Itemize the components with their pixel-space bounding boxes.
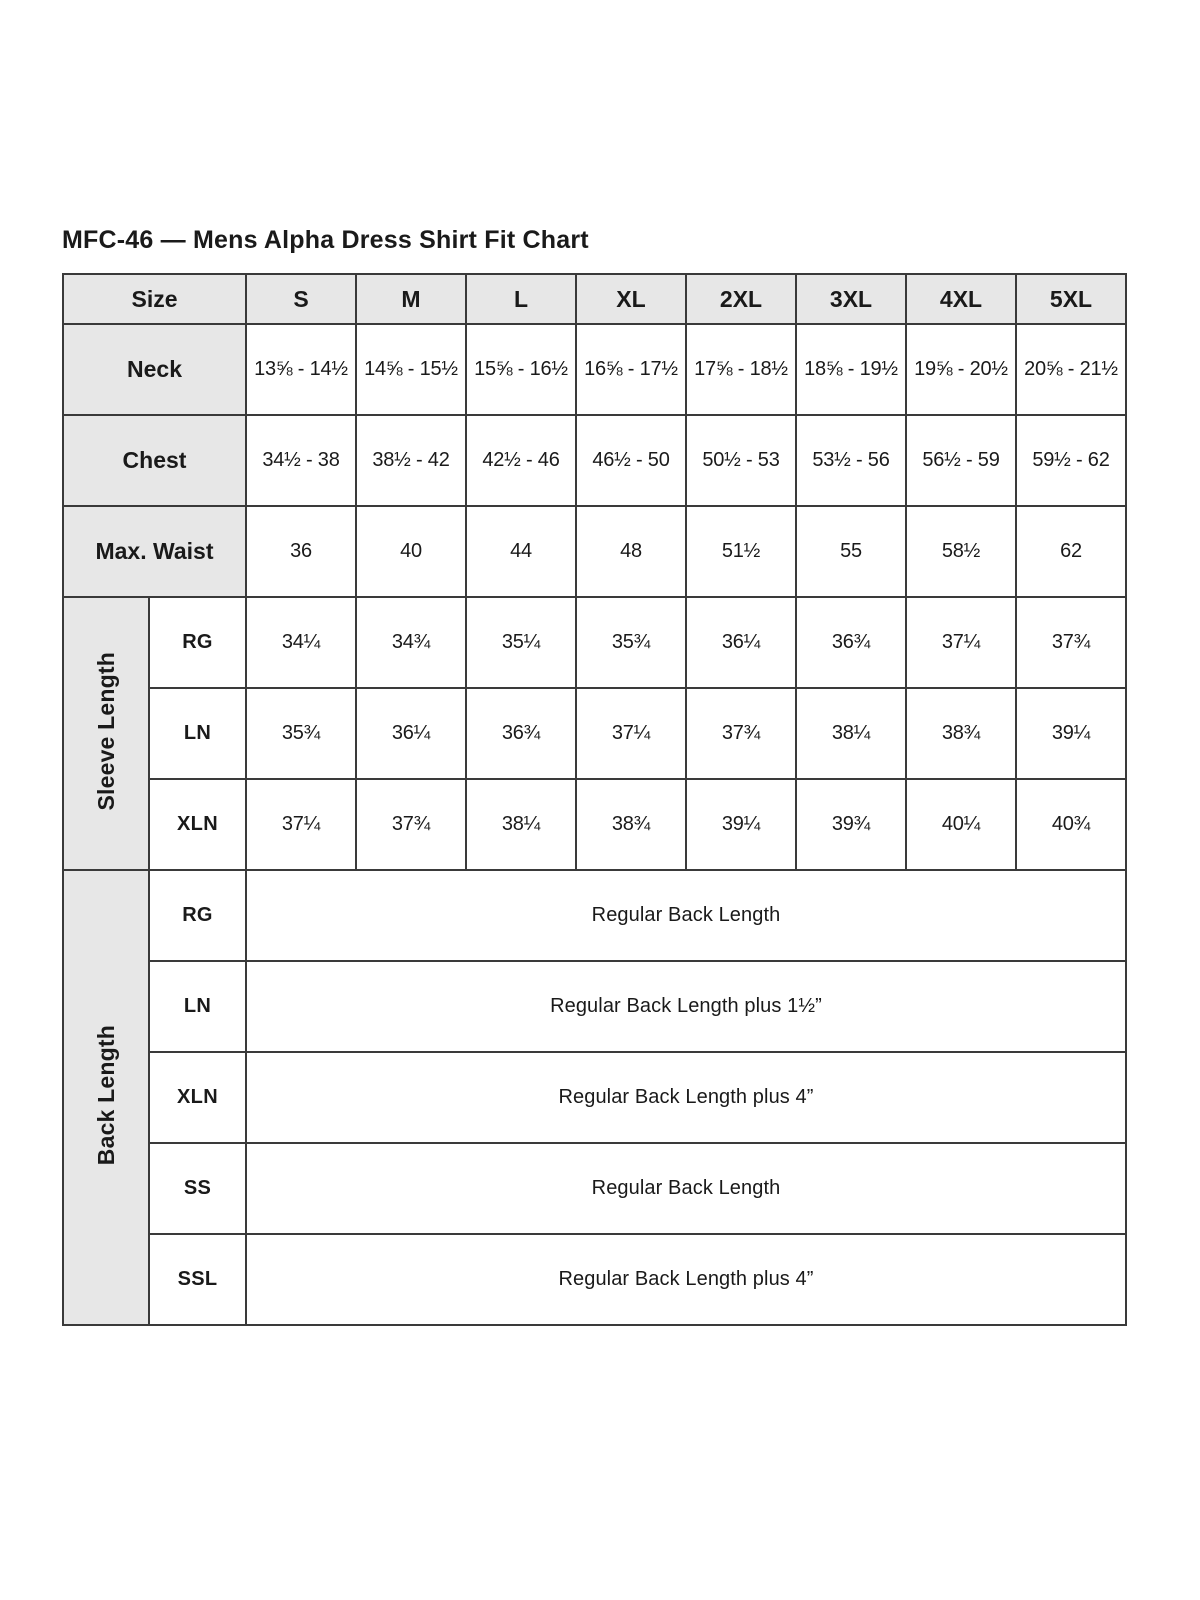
back-ln-text: Regular Back Length plus 1½”: [246, 961, 1126, 1052]
neck-label: Neck: [63, 324, 246, 415]
neck-value: 15⅝ - 16½: [466, 324, 576, 415]
sleeve-xln-value: 38¾: [576, 779, 686, 870]
max-waist-value: 48: [576, 506, 686, 597]
chest-row: [63, 415, 1126, 506]
back-xln-text: Regular Back Length plus 4”: [246, 1052, 1126, 1143]
sleeve-ln-value: 36¾: [466, 688, 576, 779]
chest-value: 50½ - 53: [686, 415, 796, 506]
size-col-3xl: 3XL: [796, 274, 906, 324]
sleeve-ln-value: 38¼: [796, 688, 906, 779]
chest-value: 34½ - 38: [246, 415, 356, 506]
size-col-l: L: [466, 274, 576, 324]
sleeve-xln-row: [63, 779, 1126, 870]
sleeve-ln-value: 37¼: [576, 688, 686, 779]
neck-value: 18⅝ - 19½: [796, 324, 906, 415]
neck-value: 19⅝ - 20½: [906, 324, 1016, 415]
sleeve-xln-code: XLN: [149, 779, 246, 870]
neck-value: 14⅝ - 15½: [356, 324, 466, 415]
chest-value: 53½ - 56: [796, 415, 906, 506]
back-xln-row: [63, 1052, 1126, 1143]
sleeve-rg-value: 35¼: [466, 597, 576, 688]
chest-value: 46½ - 50: [576, 415, 686, 506]
sleeve-xln-value: 40¼: [906, 779, 1016, 870]
back-rg-code: RG: [149, 870, 246, 961]
sleeve-xln-value: 39¾: [796, 779, 906, 870]
sleeve-rg-row: [63, 597, 1126, 688]
back-xln-code: XLN: [149, 1052, 246, 1143]
sleeve-rg-value: 37¼: [906, 597, 1016, 688]
sleeve-rg-code: RG: [149, 597, 246, 688]
back-length-group-cell: [63, 870, 149, 1325]
chest-value: 59½ - 62: [1016, 415, 1126, 506]
chest-value: 42½ - 46: [466, 415, 576, 506]
max-waist-value: 62: [1016, 506, 1126, 597]
neck-value: 16⅝ - 17½: [576, 324, 686, 415]
size-col-5xl: 5XL: [1016, 274, 1126, 324]
table-header-row: [63, 274, 1126, 324]
max-waist-value: 40: [356, 506, 466, 597]
sleeve-rg-value: 35¾: [576, 597, 686, 688]
sleeve-rg-value: 37¾: [1016, 597, 1126, 688]
max-waist-value: 44: [466, 506, 576, 597]
sleeve-xln-value: 37¼: [246, 779, 356, 870]
sleeve-xln-value: 40¾: [1016, 779, 1126, 870]
sleeve-xln-value: 39¼: [686, 779, 796, 870]
sleeve-ln-value: 39¼: [1016, 688, 1126, 779]
sleeve-rg-value: 34¼: [246, 597, 356, 688]
max-waist-value: 58½: [906, 506, 1016, 597]
max-waist-value: 36: [246, 506, 356, 597]
back-ss-code: SS: [149, 1143, 246, 1234]
max-waist-label: Max. Waist: [63, 506, 246, 597]
sleeve-ln-value: 38¾: [906, 688, 1016, 779]
size-col-m: M: [356, 274, 466, 324]
sleeve-rg-value: 36¼: [686, 597, 796, 688]
size-col-2xl: 2XL: [686, 274, 796, 324]
sleeve-rg-value: 36¾: [796, 597, 906, 688]
chest-label: Chest: [63, 415, 246, 506]
sleeve-ln-value: 37¾: [686, 688, 796, 779]
size-header-cell: Size: [63, 274, 246, 324]
sleeve-ln-row: [63, 688, 1126, 779]
sleeve-length-label: Sleeve Length: [92, 651, 119, 811]
sleeve-xln-value: 37¾: [356, 779, 466, 870]
max-waist-row: [63, 506, 1126, 597]
sleeve-xln-value: 38¼: [466, 779, 576, 870]
back-rg-row: [63, 870, 1126, 961]
sleeve-ln-value: 36¼: [356, 688, 466, 779]
chest-value: 56½ - 59: [906, 415, 1016, 506]
back-ln-row: [63, 961, 1126, 1052]
sleeve-ln-value: 35¾: [246, 688, 356, 779]
max-waist-value: 55: [796, 506, 906, 597]
size-col-4xl: 4XL: [906, 274, 1016, 324]
back-ss-text: Regular Back Length: [246, 1143, 1126, 1234]
back-ssl-text: Regular Back Length plus 4”: [246, 1234, 1126, 1325]
size-col-s: S: [246, 274, 356, 324]
sleeve-length-group-cell: [63, 597, 149, 870]
back-ssl-row: [63, 1234, 1126, 1325]
neck-value: 20⅝ - 21½: [1016, 324, 1126, 415]
chest-value: 38½ - 42: [356, 415, 466, 506]
back-rg-text: Regular Back Length: [246, 870, 1126, 961]
page-title: MFC-46 — Mens Alpha Dress Shirt Fit Chart: [62, 226, 589, 254]
back-ss-row: [63, 1143, 1126, 1234]
fit-chart-table: [62, 273, 1127, 1326]
back-ln-code: LN: [149, 961, 246, 1052]
neck-row: [63, 324, 1126, 415]
sleeve-ln-code: LN: [149, 688, 246, 779]
neck-value: 13⅝ - 14½: [246, 324, 356, 415]
back-length-label: Back Length: [92, 1024, 119, 1166]
sleeve-rg-value: 34¾: [356, 597, 466, 688]
neck-value: 17⅝ - 18½: [686, 324, 796, 415]
back-ssl-code: SSL: [149, 1234, 246, 1325]
size-col-xl: XL: [576, 274, 686, 324]
max-waist-value: 51½: [686, 506, 796, 597]
